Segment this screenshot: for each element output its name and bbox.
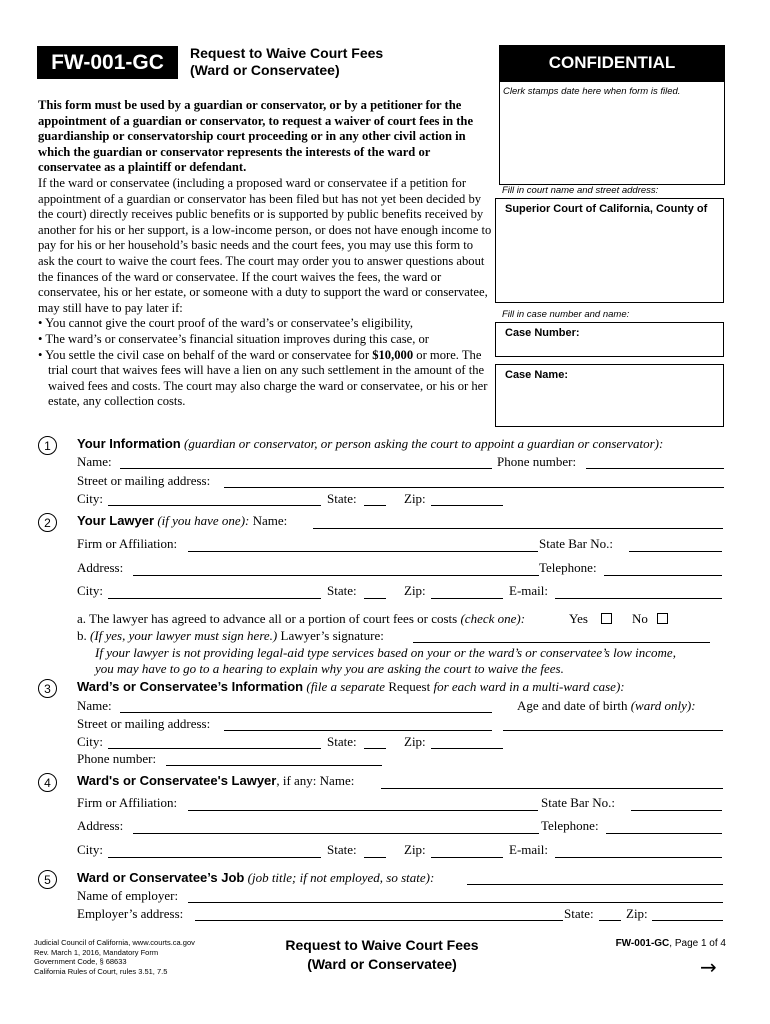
footer-title-2: (Ward or Conservatee) [307,956,457,972]
s2-firm-input[interactable] [188,551,538,552]
s4-telephone-input[interactable] [606,833,722,834]
s3-zip-label: Zip: [404,734,426,749]
s4-zip-input[interactable] [431,857,503,858]
s2-b-pre: b. [77,628,87,643]
s1-zip-input[interactable] [431,505,503,506]
s1-street-label: Street or mailing address: [77,473,211,488]
form-id: FW-001-GC [37,46,178,79]
bullet-3-pre: • You settle the civil case on behalf of the ward or conservatee for [38,347,373,362]
s2-b-note: (If yes, your lawyer must sign here.) [90,628,278,643]
section-4-title: Ward's or Conservatee's Lawyer [77,773,277,788]
section-2-title: Your Lawyer [77,513,155,528]
section-4-number: 4 [38,773,57,792]
s4-email-input[interactable] [555,857,722,858]
footer-title [262,936,502,974]
s4-state-input[interactable] [364,857,386,858]
s2-b-italic-2: you may have to go to a hearing to explain why you are asking the court to waive the fees. [95,661,564,676]
court-label: Superior Court of California, County of [505,203,708,215]
s2-firm-label: Firm or Affiliation: [77,536,178,551]
s4-address-input[interactable] [133,833,539,834]
instructions-bold: This form must be used by a guardian or conservator, or by a petitioner for the appointment of a guardian or conservator, to request a waiver of court fees in the guardianship or conservatorship court proceeding or in any other civil action in which the guardian or conservator represents the interests of the ward or conservatee as a plaintiff or defendant. [38,98,474,175]
s2-no-checkbox[interactable] [657,613,668,624]
s2-zip-label: Zip: [404,583,426,598]
s4-telephone-label: Telephone: [541,818,599,833]
s4-email-label: E-mail: [509,842,548,857]
s1-city-input[interactable] [108,505,321,506]
footer-left-1: Judicial Council of California, www.courts.ca.gov [34,938,195,947]
bullet-3-post: or more. The trial court that waives fees will have a lien on any such settlement in the amount of the waived fees and costs. The court may also charge the ward or conservatee, or his or her estate, any collection costs. [48,347,488,409]
s3-state-input[interactable] [364,748,386,749]
s2-telephone-input[interactable] [604,575,722,576]
s1-phone-label: Phone number: [497,454,577,469]
court-name-note: Fill in court name and street address: [502,185,659,196]
footer-page [560,938,726,949]
s3-phone-label: Phone number: [77,751,157,766]
s5-zip-label: Zip: [626,906,648,921]
s3-name-label: Name: [77,698,112,713]
section-2-heading [77,513,287,529]
footer-page-number: , Page 1 of 4 [669,938,726,949]
s4-name-label: Name: [319,773,355,788]
s2-state-label: State: [327,583,357,598]
s3-street-input[interactable] [224,730,492,731]
footer-citation [34,938,195,976]
s3-name-input[interactable] [120,712,492,713]
s2-name-input[interactable] [313,528,723,529]
s5-emp-address-label: Employer’s address: [77,906,184,921]
s5-state-label: State: [564,906,594,921]
s3-street-label: Street or mailing address: [77,716,211,731]
section-5-number: 5 [38,870,57,889]
s2-b-italic-1: If your lawyer is not providing legal-aid type services based on your or the ward’s or conservatee’s low income, [95,645,676,660]
bullet-3 [38,348,493,410]
s2-state-input[interactable] [364,598,386,599]
s3-age-note: (ward only): [630,698,696,713]
s3-age-text: Age and date of birth [517,698,628,713]
s2-a-text: a. The lawyer has agreed to advance all or a portion of court fees or costs [77,611,458,626]
clerk-note: Clerk stamps date here when form is filed. [503,86,681,97]
s3-note-pre: (file a separate [306,679,386,694]
section-4-heading [77,773,354,789]
s2-name-label: Name: [252,513,288,528]
instructions-body: If the ward or conservatee (including a proposed ward or conservatee if a petition for appointment of a guardian or conservator has been filed but has not yet been decided by the court) directly receives public benefits or is supported by public benefits received by another for his or her support, is a low-income person, or does not have enough income to pay for his or her household’s basic needs and the court fees, you may use this form to ask the court to waive the court fees. The court may order you to answer questions about the finances of the ward or conservatee. If the court waives the fees, the ward or conservatee, his or her estate, or someone with a duty to support the ward or conservatee, may still have to pay later if: [38,175,492,315]
s2-bar-label: State Bar No.: [539,536,614,551]
s2-yes-checkbox[interactable] [601,613,612,624]
form-title [190,45,383,79]
form-title-line2: (Ward or Conservatee) [190,62,340,78]
section-5-title: Ward or Conservatee’s Job [77,870,245,885]
s4-zip-label: Zip: [404,842,426,857]
s4-firm-label: Firm or Affiliation: [77,795,178,810]
s3-phone-input[interactable] [166,765,382,766]
s2-email-label: E-mail: [509,583,548,598]
bullet-1: • You cannot give the court proof of the ward’s or conservatee’s eligibility, [38,316,414,331]
section-1-note: (guardian or conservator, or person asking the court to appoint a guardian or conservator): [184,436,664,451]
s2-b-line [77,628,384,644]
s3-note-req: Request [388,679,431,694]
s4-bar-input[interactable] [631,810,722,811]
case-info-note: Fill in case number and name: [502,309,630,320]
s3-age-input[interactable] [503,730,723,731]
s2-lawyer-signature-input[interactable] [413,642,710,643]
s5-employer-label: Name of employer: [77,888,179,903]
instructions [38,98,493,410]
s5-state-input[interactable] [599,920,621,921]
section-4-note: , if any: [276,773,317,788]
section-3-heading [77,679,625,695]
s2-telephone-label: Telephone: [539,560,597,575]
s3-note-post: for each ward in a multi-ward case): [433,679,625,694]
s1-name-label: Name: [77,454,112,469]
confidential-banner: CONFIDENTIAL [499,45,725,81]
s2-b-sig-label: Lawyer’s signature: [280,628,384,643]
s5-job-input[interactable] [467,884,723,885]
section-3-number: 3 [38,679,57,698]
s2-city-input[interactable] [108,598,321,599]
s2-address-input[interactable] [133,575,539,576]
s4-city-label: City: [77,842,104,857]
s3-age-label [517,698,696,714]
s4-city-input[interactable] [108,857,321,858]
s1-street-input[interactable] [224,487,724,488]
s4-address-label: Address: [77,818,124,833]
footer-left-2: Rev. March 1, 2016, Mandatory Form [34,947,159,957]
s1-city-label: City: [77,491,104,506]
s3-city-input[interactable] [108,748,321,749]
s1-name-input[interactable] [120,468,492,469]
footer-form-id: FW-001-GC [615,938,670,949]
s4-state-label: State: [327,842,357,857]
s5-zip-input[interactable] [652,920,723,921]
s3-state-label: State: [327,734,357,749]
s2-a-line [77,611,525,627]
section-1-number: 1 [38,436,57,455]
s3-zip-input[interactable] [431,748,503,749]
s3-city-label: City: [77,734,104,749]
bullet-2: • The ward’s or conservatee’s financial situation improves during this case, or [38,331,429,346]
s2-email-input[interactable] [555,598,722,599]
s1-state-label: State: [327,491,357,506]
section-2-note: (if you have one): [157,513,250,528]
s2-city-label: City: [77,583,104,598]
case-name-label: Case Name: [505,369,568,381]
section-2-number: 2 [38,513,57,532]
s2-yes-label: Yes [569,611,588,626]
footer-left-3: Government Code, § 68633 [34,957,127,966]
s2-bar-input[interactable] [629,551,722,552]
s4-name-input[interactable] [381,788,723,789]
next-page-arrow-icon[interactable]: → [700,955,717,979]
s4-bar-label: State Bar No.: [541,795,616,810]
footer-left-4: California Rules of Court, rules 3.51, 7.5 [34,966,168,976]
s1-zip-label: Zip: [404,491,426,506]
footer-title-1: Request to Waive Court Fees [285,937,479,953]
section-1-title: Your Information [77,436,181,451]
s5-emp-address-input[interactable] [195,920,563,921]
s2-zip-input[interactable] [431,598,503,599]
s2-a-note: (check one): [460,611,526,626]
s2-no-label: No [632,611,648,626]
s5-employer-input[interactable] [188,902,723,903]
section-3-title: Ward’s or Conservatee’s Information [77,679,304,694]
s2-address-label: Address: [77,560,124,575]
section-1-heading [77,436,663,452]
s1-state-input[interactable] [364,505,386,506]
section-5-heading [77,870,434,886]
form-title-line1: Request to Waive Court Fees [190,45,384,61]
s1-phone-input[interactable] [586,468,724,469]
case-number-label: Case Number: [505,327,580,339]
bullet-3-amount: $10,000 [372,347,414,362]
section-5-note: (job title; if not employed, so state): [247,870,435,885]
s4-firm-input[interactable] [188,810,538,811]
